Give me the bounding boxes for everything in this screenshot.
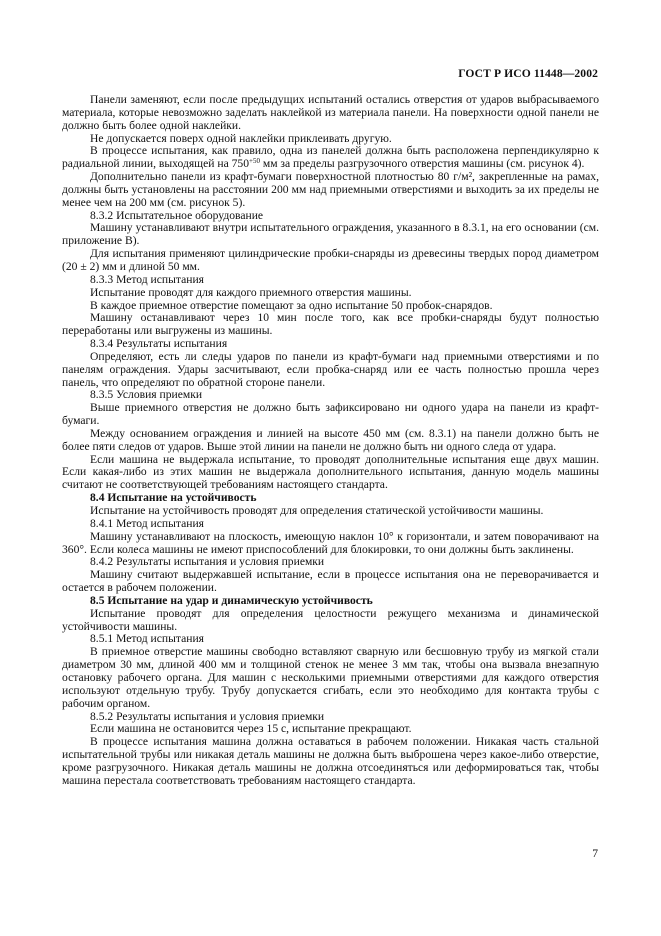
paragraph: Между основанием ограждения и линией на высоте 450 мм (см. 8.3.1) на панели должно быть не более пяти следов от ударов. Выше этой линии на панели не должно быть ни одного следа от удара. [62,426,599,453]
subsection-heading: 8.3.2 Испытательное оборудование [90,208,264,222]
paragraph: Если машина не остановится через 15 с, испытание прекращают. [90,722,412,736]
subsection-heading: 8.5.2 Результаты испытания и условия приемки [90,709,325,723]
document-body [62,94,599,788]
subsection-heading: 8.4.1 Метод испытания [90,516,205,530]
paragraph: В приемное отверстие машины свободно вставляют сварную или бесшовную трубу из мягкой стали диаметром 30 мм, длиной 400 мм и толщиной стенок не менее 3 мм так, чтобы она вызвала внезапную остановку рабочего органа. Для машин с несколькими приемными отверстиями для каждого отверстия используют отдельную трубу. Трубу допускается сгибать, если это необходимо для контакта трубы с рабочим органом. [62,645,599,710]
paragraph: Машину устанавливают на плоскость, имеющую наклон 10° к горизонтали, и затем поворачивают на 360°. Если колеса машины не имеют приспособлений для блокировки, то они должны быть заклинены. [62,529,599,556]
paragraph: Определяют, есть ли следы ударов по панели из крафт-бумаги над приемными отверстиями и по панелям ограждения. Удары засчитывают, если пробка-снаряд или ее часть полностью прошла через панель, что определяют по обратной стороне панели. [62,349,599,389]
section-heading: 8.5 Испытание на удар и динамическую устойчивость [90,593,373,607]
page-number: 7 [592,847,598,860]
paragraph: Для испытания применяют цилиндрические пробки-снаряды из древесины твердых пород диаметром (20 ± 2) мм и длиной 50 мм. [62,247,599,273]
subsection-heading: 8.4.2 Результаты испытания и условия приемки [90,555,325,569]
paragraph: Машину останавливают через 10 мин после того, как все пробки-снаряды будут полностью переработаны или выгружены из машины. [62,311,599,338]
superscript-tolerance: +50 [249,157,260,166]
paragraph: Выше приемного отверстия не должно быть зафиксировано ни одного удара на панели из крафт-бумаги. [62,401,599,428]
subsection-heading: 8.3.5 Условия приемки [90,388,203,402]
paragraph: Испытание на устойчивость проводят для определения статической устойчивости машины. [90,504,544,517]
paragraph [62,145,599,171]
document-header: ГОСТ Р ИСО 11448—2002 [458,67,598,80]
subsection-heading: 8.3.3 Метод испытания [90,272,205,286]
section-heading: 8.4 Испытание на устойчивость [90,491,257,505]
paragraph-text: В процессе испытания, как правило, одна из панелей должна быть расположена перпендикулярно к радиальной линии, выходящей на 750 [62,144,599,171]
paragraph-text: мм за пределы разгрузочного отверстия машины (см. рисунок 4). [259,157,585,171]
paragraph: Панели заменяют, если после предыдущих испытаний остались отверстия от ударов выбрасываемого материала, которые невозможно заделать наклейкой из материала панели. На поверхности одной панели не должно быть более одной наклейки. [62,93,599,132]
paragraph: Машину считают выдержавшей испытание, если в процессе испытания она не переворачивается и остается в рабочем положении. [62,568,599,595]
subsection-heading: 8.3.4 Результаты испытания [90,337,228,351]
paragraph: Испытание проводят для каждого приемного отверстия машины. [90,285,412,299]
paragraph: В каждое приемное отверстие помещают за одно испытание 50 пробок-снарядов. [90,298,493,312]
paragraph: В процессе испытания машина должна оставаться в рабочем положении. Никакая часть стальной испытательной трубы или никакая деталь машины не должна быть выброшена через какое-либо отверстие, кроме разгрузочного. Никакая деталь машины не должна отсоединяться или деформироваться так, чтобы машина перестала соответствовать требованиям настоящего стандарта. [62,735,599,787]
subsection-heading: 8.5.1 Метод испытания [90,632,205,646]
paragraph: Дополнительно панели из крафт-бумаги поверхностной плотностью 80 г/м², закрепленные на рамах, должны быть установлены на расстоянии 200 мм над приемными отверстиями и выходить за их пределы не менее чем на 200 мм (см. рисунок 5). [62,170,599,209]
paragraph: Если машина не выдержала испытание, то проводят дополнительные испытания еще двух машин. Если какая-либо из этих машин не выдержала дополнительного испытания, данную модель машины считают не соответствующей требованиям настоящего стандарта. [62,452,599,492]
paragraph: Испытание проводят для определения целостности режущего механизма и динамической устойчивости машины. [62,606,599,633]
paragraph: Не допускается поверх одной наклейки приклеивать другую. [90,131,392,145]
paragraph: Машину устанавливают внутри испытательного ограждения, указанного в 8.3.1, на его основании (см. приложение В). [62,221,599,248]
